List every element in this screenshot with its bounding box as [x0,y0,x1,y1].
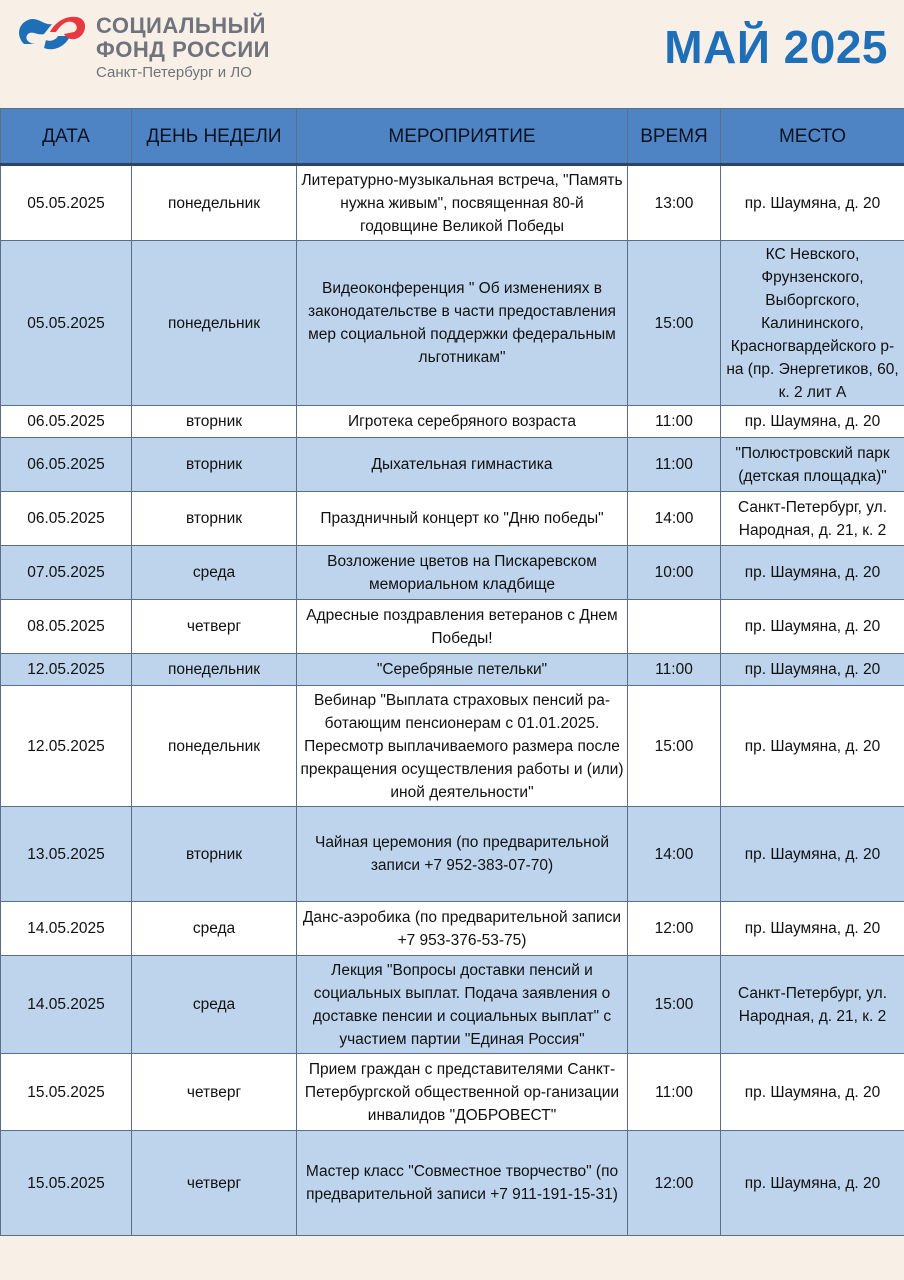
weekday-cell: среда [132,902,297,956]
org-line-2: ФОНД РОССИИ [96,37,270,62]
table-row [1,1054,904,1131]
place-cell: пр. Шаумяна, д. 20 [721,406,904,438]
date-cell: 06.05.2025 [1,438,132,492]
event-cell: Мастер класс "Совместное творчество" (по предварительной записи +7 911-191-15-31) [297,1131,628,1236]
date-cell: 05.05.2025 [1,165,132,241]
date-cell: 05.05.2025 [1,241,132,406]
time-cell: 12:00 [628,1131,721,1236]
place-cell: пр. Шаумяна, д. 20 [721,165,904,241]
date-cell: 13.05.2025 [1,807,132,902]
weekday-cell: вторник [132,807,297,902]
weekday-cell: вторник [132,438,297,492]
place-cell: Санкт-Петербург, ул. Народная, д. 21, к. 2 [721,956,904,1054]
table-row [1,1131,904,1236]
event-cell: Вебинар "Выплата страховых пенсий ра-ботающим пенсионерам с 01.01.2025. Пересмотр выплачиваемого размера после прекращения осуществления работы и (или) иной деятельности" [297,686,628,807]
column-header-date: ДАТА [1,109,132,165]
weekday-cell: понедельник [132,165,297,241]
place-cell: пр. Шаумяна, д. 20 [721,1131,904,1236]
place-cell: Санкт-Петербург, ул. Народная, д. 21, к. 2 [721,492,904,546]
date-cell: 14.05.2025 [1,956,132,1054]
time-cell: 11:00 [628,406,721,438]
date-cell: 07.05.2025 [1,546,132,600]
event-cell: Прием граждан с представителями Санкт-Петербургской общественной ор-ганизации инвалидов "ДОБРОВЕСТ" [297,1054,628,1131]
date-cell: 06.05.2025 [1,406,132,438]
table-row [1,546,904,600]
org-line-3: Санкт-Петербург и ЛО [96,64,252,81]
event-cell: Литературно-музыкальная встреча, "Память нужна живым", посвященная 80-й годовщине Великой Победы [297,165,628,241]
event-cell: Адресные поздравления ветеранов с Днем Победы! [297,600,628,654]
table-row [1,686,904,807]
time-cell: 15:00 [628,241,721,406]
time-cell: 14:00 [628,807,721,902]
date-cell: 14.05.2025 [1,902,132,956]
place-cell: пр. Шаумяна, д. 20 [721,546,904,600]
table-row [1,956,904,1054]
event-cell: Данс-аэробика (по предварительной записи +7 953-376-53-75) [297,902,628,956]
place-cell: КС Невского, Фрунзенского, Выборгского, Калининского, Красногвардейского р-на (пр. Энергетиков, 60, к. 2 лит А [721,241,904,406]
event-cell: Видеоконференция " Об изменениях в законодательстве в части предоставления мер социальной поддержки федеральным льготникам" [297,241,628,406]
weekday-cell: вторник [132,406,297,438]
schedule-table [0,108,904,1236]
date-cell: 06.05.2025 [1,492,132,546]
time-cell: 11:00 [628,1054,721,1131]
table-row [1,492,904,546]
weekday-cell: понедельник [132,654,297,686]
table-row [1,654,904,686]
date-cell: 15.05.2025 [1,1131,132,1236]
weekday-cell: четверг [132,600,297,654]
time-cell: 15:00 [628,956,721,1054]
table-row [1,902,904,956]
table-row [1,600,904,654]
weekday-cell: четверг [132,1054,297,1131]
time-cell [628,600,721,654]
time-cell: 13:00 [628,165,721,241]
weekday-cell: четверг [132,1131,297,1236]
place-cell: пр. Шаумяна, д. 20 [721,686,904,807]
table-row [1,438,904,492]
weekday-cell: понедельник [132,686,297,807]
table-row [1,165,904,241]
place-cell: пр. Шаумяна, д. 20 [721,1054,904,1131]
organization-name [96,14,270,83]
place-cell: пр. Шаумяна, д. 20 [721,600,904,654]
column-header-weekday: ДЕНЬ НЕДЕЛИ [132,109,297,165]
time-cell: 10:00 [628,546,721,600]
time-cell: 15:00 [628,686,721,807]
date-cell: 12.05.2025 [1,686,132,807]
table-header-row [1,109,904,165]
event-cell: "Серебряные петельки" [297,654,628,686]
time-cell: 14:00 [628,492,721,546]
event-cell: Праздничный концерт ко "Дню победы" [297,492,628,546]
page-title: МАЙ 2025 [664,21,888,73]
date-cell: 15.05.2025 [1,1054,132,1131]
time-cell: 12:00 [628,902,721,956]
time-cell: 11:00 [628,654,721,686]
place-cell: пр. Шаумяна, д. 20 [721,807,904,902]
date-cell: 12.05.2025 [1,654,132,686]
place-cell: пр. Шаумяна, д. 20 [721,902,904,956]
event-cell: Игротека серебряного возраста [297,406,628,438]
event-cell: Лекция "Вопросы доставки пенсий и социальных выплат. Подача заявления о доставке пенсии и социальных выплат" с участием партии "Единая Россия" [297,956,628,1054]
table-row [1,406,904,438]
weekday-cell: среда [132,956,297,1054]
table-row [1,807,904,902]
date-cell: 08.05.2025 [1,600,132,654]
place-cell: пр. Шаумяна, д. 20 [721,654,904,686]
column-header-time: ВРЕМЯ [628,109,721,165]
sfr-logo-icon [14,10,88,56]
page-header [0,0,904,108]
time-cell: 11:00 [628,438,721,492]
table-row [1,241,904,406]
org-line-1: СОЦИАЛЬНЫЙ [96,13,266,38]
place-cell: "Полюстровский парк (детская площадка)" [721,438,904,492]
weekday-cell: вторник [132,492,297,546]
weekday-cell: понедельник [132,241,297,406]
event-cell: Возложение цветов на Пискаревском мемориальном кладбище [297,546,628,600]
event-cell: Чайная церемония (по предварительной записи +7 952-383-07-70) [297,807,628,902]
event-cell: Дыхательная гимнастика [297,438,628,492]
column-header-place: МЕСТО [721,109,904,165]
weekday-cell: среда [132,546,297,600]
column-header-event: МЕРОПРИЯТИЕ [297,109,628,165]
